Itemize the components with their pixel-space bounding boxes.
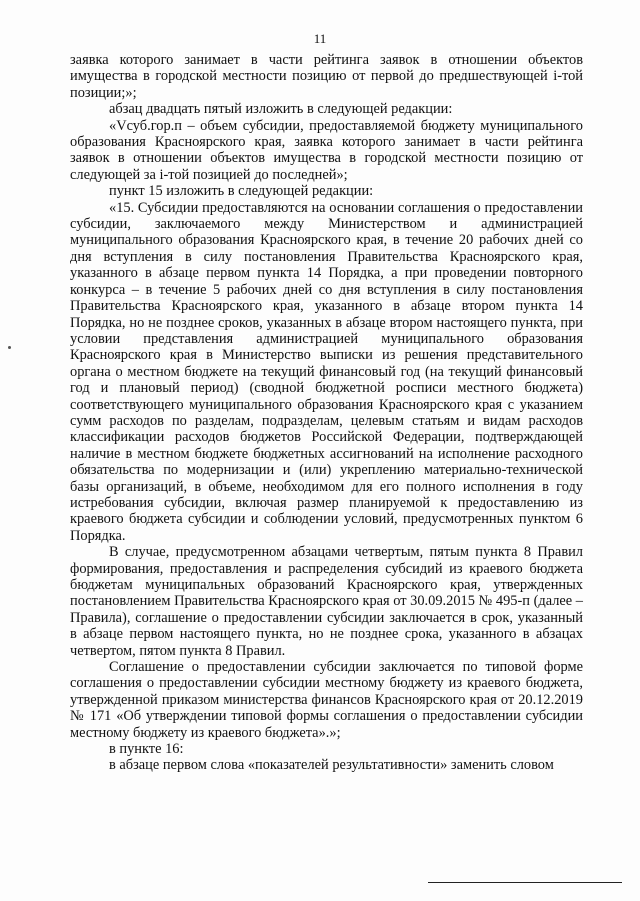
- paragraph-7: Соглашение о предоставлении субсидии заключается по типовой форме соглашения о предоставлении субсидии местному бюджету из краевого бюджета, утвержденной приказом министерства финансов Красноярского края от 20.12.2019 № 171 «Об утверждении типовой формы соглашения о предоставлении субсидии местному бюджету из краевого бюджета».»;: [70, 659, 583, 741]
- paragraph-5: «15. Субсидии предоставляются на основании соглашения о предоставлении субсидии, заключаемого между Министерством и администрацией муниципального образования Красноярского края, в течение 20 рабочих дней со дня вступления в силу постановления Правительства Красноярского края, указанного в абзаце первом пункта 14 Порядка, а при проведении повторного конкурса – в течение 5 рабочих дней со дня вступления в силу постановления Правительства Красноярского края, указанного в абзаце втором пункта 14 Порядка, но не позднее сроков, указанных в абзаце втором настоящего пункта, при условии представления администрацией муниципального образования Красноярского края в Министерство выписки из решения представительного органа о местном бюджете на текущий финансовый год (на текущий финансовый год и плановый период) (сводной бюджетной росписи местного бюджета) соответствующего муниципального образования Красноярского края с указанием сумм расходов по разделам, подразделам, целевым статьям и видам расходов классификации расходов бюджетов Российской Федерации, подтверждающей наличие в местном бюджете бюджетных ассигнований на исполнение расходного обязательства по модернизации и (или) укреплению материально-технической базы организаций, в объеме, необходимом для его полного исполнения в году истребования субсидии, включая размер планируемой к предоставлению из краевого бюджета субсидии и соблюдении условий, предусмотренных пунктом 6 Порядка.: [70, 199, 583, 544]
- paragraph-3: «Vсуб.гор.п – объем субсидии, предоставляемой бюджету муниципального образования Красноярского края, заявка которого занимает в части рейтинга заявок в отношении объектов имущества в городской местности позицию от следующей за i-той позицией до последней»;: [70, 117, 583, 183]
- footer-rule: [428, 882, 622, 883]
- paragraph-4: пункт 15 изложить в следующей редакции:: [109, 183, 374, 200]
- paragraph-9: в абзаце первом слова «показателей результативности» заменить словом: [109, 757, 554, 774]
- paragraph-8: в пункте 16:: [109, 741, 184, 758]
- margin-dot-mark: [8, 346, 11, 349]
- paragraph-6: В случае, предусмотренном абзацами четвертым, пятым пункта 8 Правил формирования, предоставления и распределения субсидий из краевого бюджета бюджетам муниципальных образований Красноярского края, утвержденных постановлением Правительства Красноярского края от 30.09.2015 № 495-п (далее – Правила), соглашение о предоставлении субсидии заключается в срок, указанный в абзаце первом настоящего пункта, но не позднее срока, указанного в абзацах четвертом, пятом пункта 8 Правил.: [70, 544, 583, 659]
- page-number: 11: [313, 31, 327, 46]
- paragraph-2: абзац двадцать пятый изложить в следующей редакции:: [109, 101, 453, 118]
- document-body: [70, 52, 583, 774]
- paragraph-1: заявка которого занимает в части рейтинга заявок в отношении объектов имущества в городской местности позицию от первой до предшествующей i-той позиции;»;: [70, 52, 583, 101]
